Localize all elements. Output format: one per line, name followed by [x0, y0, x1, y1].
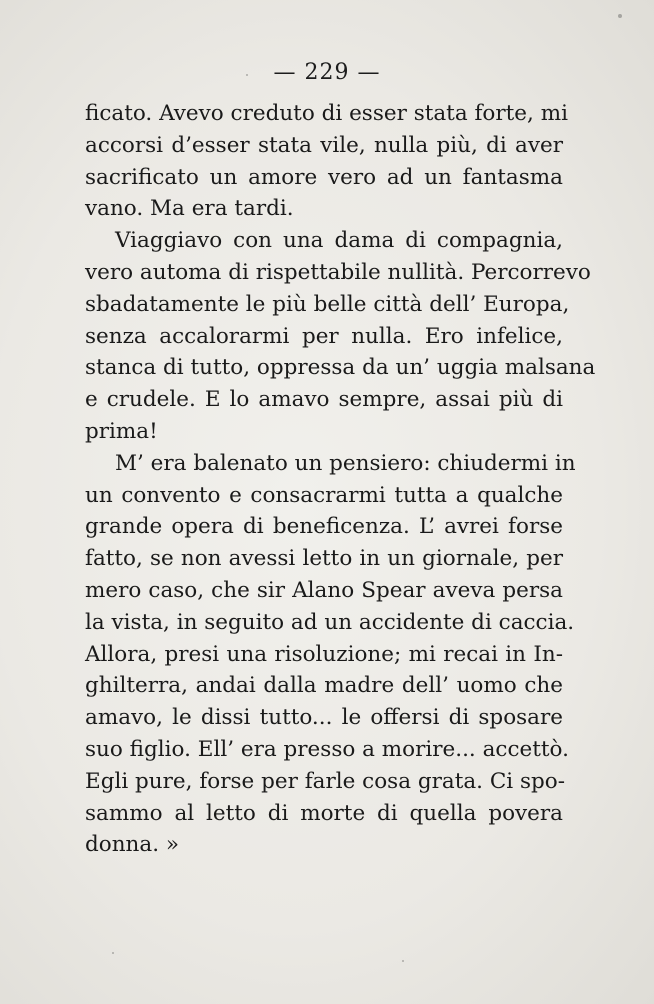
- text-line: Allora, presi una risoluzione; mi recai in In-: [85, 641, 563, 667]
- text-line: Viaggiavo con una dama di compagnia,: [115, 228, 563, 254]
- text-line: la vista, in seguito ad un accidente di caccia.: [85, 609, 575, 635]
- page-number: — 229 —: [273, 60, 381, 85]
- body-text: [85, 98, 596, 861]
- text-line: mero caso, che sir Alano Spear aveva persa: [85, 577, 563, 603]
- text-line: donna. »: [85, 832, 180, 858]
- text-line: stanca di tutto, oppressa da un’ uggia malsana: [85, 355, 596, 381]
- text-line: accorsi d’esser stata vile, nulla più, di aver: [85, 132, 563, 158]
- text-line: Egli pure, forse per farle cosa grata. Ci spo-: [85, 768, 566, 794]
- text-line: sbadatamente le più belle città dell’ Europa,: [85, 291, 570, 317]
- text-line: suo figlio. Ell’ era presso a morire... accettò.: [85, 736, 569, 762]
- text-line: e crudele. E lo amavo sempre, assai più di: [85, 387, 563, 413]
- text-line: M’ era balenato un pensiero: chiudermi in: [115, 450, 576, 476]
- text-line: un convento e consacrarmi tutta a qualche: [85, 482, 563, 508]
- text-line: sammo al letto di morte di quella povera: [85, 800, 563, 826]
- text-line: sacrificato un amore vero ad un fantasma: [85, 164, 563, 190]
- text-line: senza accalorarmi per nulla. Ero infelice,: [85, 323, 563, 349]
- ink-speck: [618, 14, 622, 18]
- ink-speck: [402, 960, 404, 962]
- text-line: prima!: [85, 418, 158, 444]
- text-line: fatto, se non avessi letto in un giornale, per: [85, 546, 563, 572]
- text-line: ficato. Avevo creduto di esser stata forte, mi: [85, 101, 568, 126]
- text-line: ghilterra, andai dalla madre dell’ uomo che: [85, 673, 563, 699]
- text-line: amavo, le dissi tutto... le offersi di sposare: [85, 705, 563, 731]
- text-line: vano. Ma era tardi.: [85, 196, 294, 222]
- ink-speck: [112, 952, 114, 954]
- text-line: vero automa di rispettabile nullità. Percorrevo: [85, 259, 591, 285]
- text-line: grande opera di beneficenza. L’ avrei forse: [85, 514, 563, 540]
